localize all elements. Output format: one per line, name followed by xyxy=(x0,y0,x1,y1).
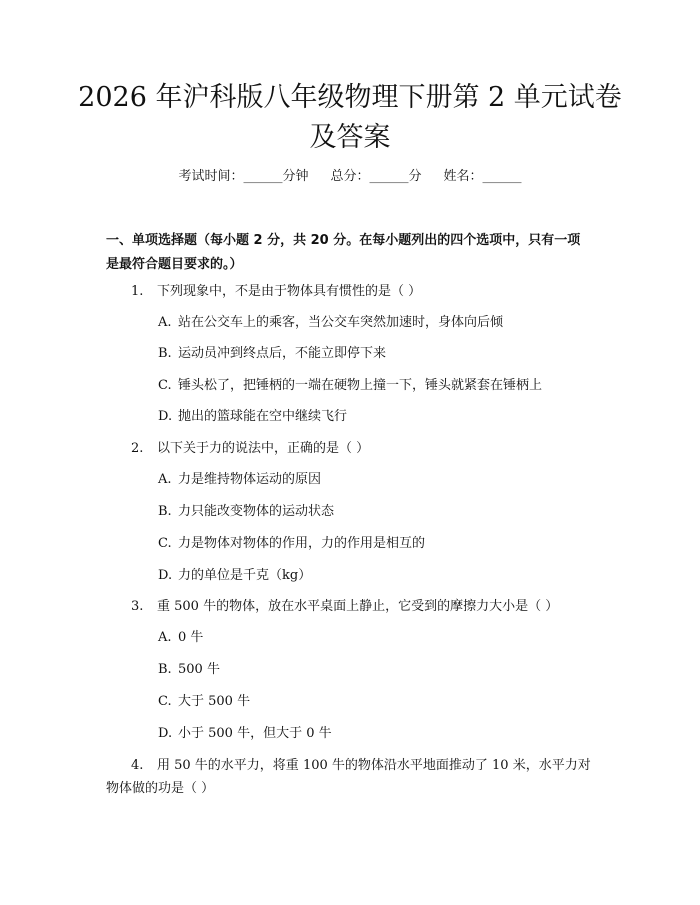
option-letter: A. xyxy=(158,472,172,487)
option-letter: B. xyxy=(158,662,172,677)
option-letter: D. xyxy=(158,726,173,741)
option-item xyxy=(158,535,425,553)
option-text: 大于 500 牛 xyxy=(178,694,251,709)
option-letter: D. xyxy=(158,568,173,583)
option-text: 力是维持物体运动的原因 xyxy=(178,472,322,487)
student-name-field: 姓名：______ xyxy=(443,169,522,184)
option-text: 锤头松了，把锤柄的一端在硬物上撞一下，锤头就紧套在锤柄上 xyxy=(178,378,543,393)
question-text: 下列现象中，不是由于物体具有惯性的是（ ） xyxy=(157,284,422,299)
question-number: 2. xyxy=(131,441,144,456)
option-text: 力只能改变物体的运动状态 xyxy=(178,504,335,519)
option-letter: C. xyxy=(158,536,172,551)
option-letter: A. xyxy=(158,315,172,330)
option-letter: B. xyxy=(158,346,172,361)
option-letter: B. xyxy=(158,504,172,519)
question-text-line-1: 用 50 牛的水平力，将重 100 牛的物体沿水平地面推动了 10 米，水平力对 xyxy=(157,758,591,773)
option-letter: D. xyxy=(158,409,173,424)
option-letter: C. xyxy=(158,378,172,393)
option-item xyxy=(158,471,321,489)
option-item xyxy=(158,503,334,521)
option-item xyxy=(158,567,311,585)
option-text: 运动员冲到终点后，不能立即停下来 xyxy=(178,346,387,361)
exam-title-line-2: 及答案 xyxy=(309,122,391,153)
option-text: 0 牛 xyxy=(178,630,204,645)
exam-time-field: 考试时间：______分钟 xyxy=(178,169,309,184)
section-heading-line-2: 是最符合题目要求的。） xyxy=(106,257,243,272)
question-text-line-2: 物体做的功是（ ） xyxy=(106,781,215,796)
exam-meta-row xyxy=(0,168,700,186)
option-item xyxy=(158,629,203,647)
section-heading-line-1: 一、单项选择题（每小题 2 分，共 20 分。在每小题列出的四个选项中，只有一项 xyxy=(106,233,581,248)
option-item xyxy=(158,661,220,679)
option-text: 力是物体对物体的作用，力的作用是相互的 xyxy=(178,536,426,551)
total-score-field: 总分：______分 xyxy=(330,169,422,184)
option-text: 小于 500 牛，但大于 0 牛 xyxy=(178,726,332,741)
question-number: 3. xyxy=(131,599,144,614)
question-text: 重 500 牛的物体，放在水平桌面上静止，它受到的摩擦力大小是（ ） xyxy=(157,599,559,614)
option-text: 站在公交车上的乘客，当公交车突然加速时，身体向后倾 xyxy=(178,315,504,330)
option-item xyxy=(158,377,542,395)
question-number: 4. xyxy=(131,758,144,773)
option-item xyxy=(158,725,332,743)
option-letter: A. xyxy=(158,630,172,645)
option-item xyxy=(158,314,503,332)
option-item xyxy=(158,408,347,426)
option-text: 抛出的篮球能在空中继续飞行 xyxy=(178,409,348,424)
option-letter: C. xyxy=(158,694,172,709)
exam-title-line-1: 2026 年沪科版八年级物理下册第 2 单元试卷 xyxy=(78,82,622,113)
option-item xyxy=(158,693,250,711)
question-number: 1. xyxy=(131,284,144,299)
question-text: 以下关于力的说法中，正确的是（ ） xyxy=(157,441,370,456)
option-text: 力的单位是千克（kg） xyxy=(178,568,312,583)
option-text: 500 牛 xyxy=(178,662,220,677)
option-item xyxy=(158,345,386,363)
